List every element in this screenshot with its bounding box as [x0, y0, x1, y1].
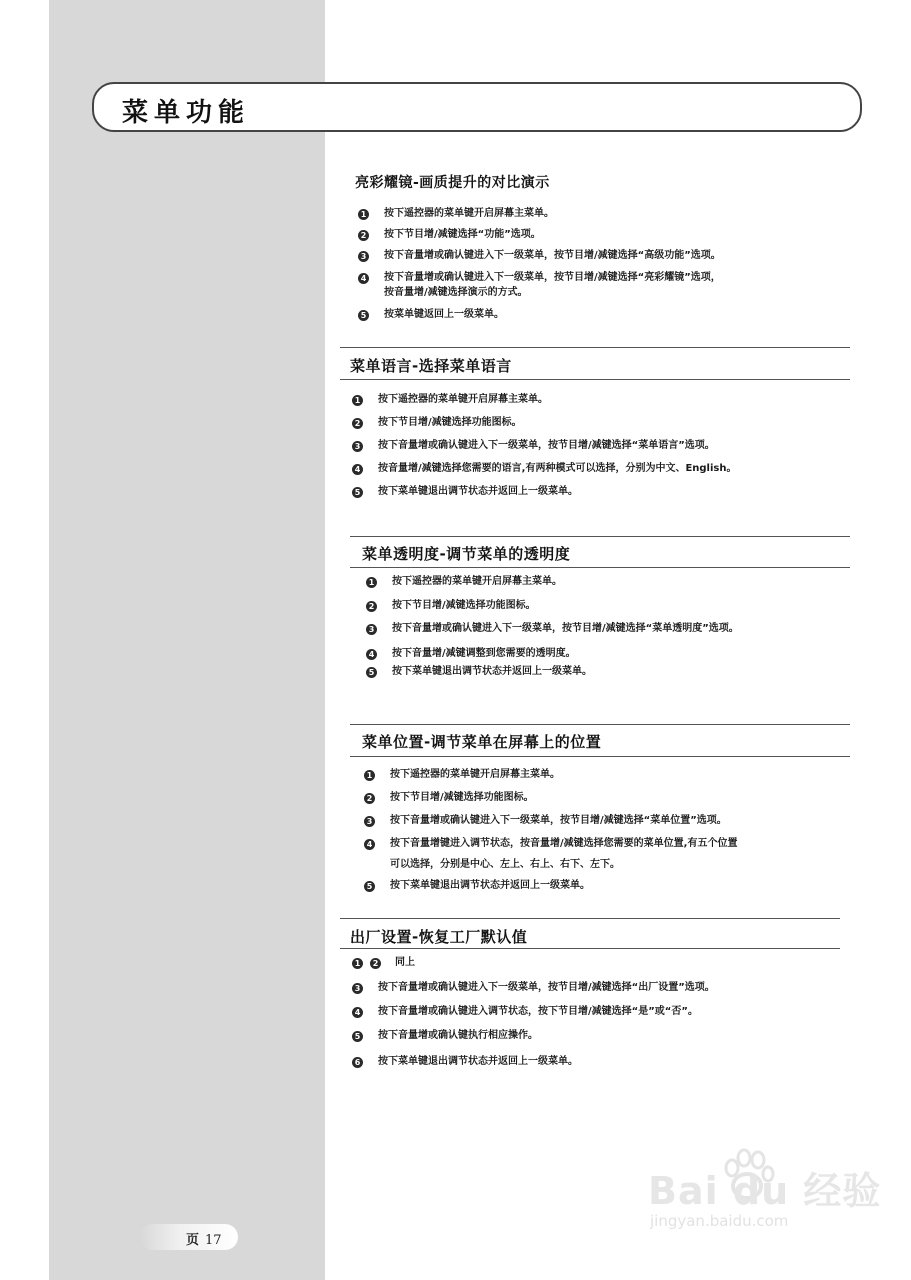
- step-text: 同上: [395, 957, 415, 968]
- step-number-icon: 4: [352, 464, 363, 475]
- step-number-icon: 4: [358, 273, 369, 284]
- step-text: 按下菜单键退出调节状态并返回上一级菜单。: [390, 880, 590, 891]
- step-number-icon: 5: [352, 1031, 363, 1042]
- step-number-icon: 4: [364, 839, 375, 850]
- section-title: 亮彩耀镜-画质提升的对比演示: [355, 175, 550, 191]
- step-number-icon: 2: [358, 230, 369, 241]
- step-text: 按音量增/减键选择您需要的语言,有两种模式可以选择，分别为中文、English。: [378, 463, 737, 474]
- step-text: 按下音量增或确认键进入下一级菜单，按节目增/减键选择“菜单透明度”选项。: [392, 623, 739, 634]
- section-title: 菜单位置-调节菜单在屏幕上的位置: [362, 733, 602, 751]
- step-text: 按下音量增或确认键进入下一级菜单，按节目增/减键选择“出厂设置”选项。: [378, 982, 715, 993]
- section-divider: [350, 724, 850, 725]
- step-text: 按下音量增或确认键执行相应操作。: [378, 1030, 538, 1041]
- section-title: 菜单透明度-调节菜单的透明度: [362, 545, 571, 563]
- step-number-icon: 2: [352, 418, 363, 429]
- page-number: [186, 1229, 222, 1248]
- section-menu-language: [350, 355, 512, 376]
- header-title-box: [92, 82, 862, 132]
- step-number-icon: 4: [352, 1007, 363, 1018]
- step-number-icon: 5: [358, 310, 369, 321]
- step-number-icon: 3: [352, 441, 363, 452]
- step-text: 按下音量增/减键调整到您需要的透明度。: [392, 648, 576, 659]
- step-text: 按菜单键返回上一级菜单。: [384, 309, 504, 320]
- section-menu-transparency: [362, 543, 570, 564]
- section-title: 出厂设置-恢复工厂默认值: [350, 928, 528, 946]
- step-number-icon: 1: [364, 770, 375, 781]
- step-text: 按下遥控器的菜单键开启屏幕主菜单。: [384, 208, 554, 219]
- step-text: 按下音量增或确认键进入下一级菜单，按节目增/减键选择“菜单位置”选项。: [390, 815, 727, 826]
- section-divider: [350, 756, 850, 757]
- section-factory-reset: [350, 926, 527, 947]
- section-divider: [340, 948, 840, 949]
- step-text: 按下遥控器的菜单键开启屏幕主菜单。: [390, 769, 560, 780]
- step-number-icon: 1: [358, 209, 369, 220]
- step-number-icon: 2: [364, 793, 375, 804]
- step-text: 按下菜单键退出调节状态并返回上一级菜单。: [378, 1056, 578, 1067]
- step-text: 按下音量增或确认键进入下一级菜单，按节目增/减键选择“高级功能”选项。: [384, 250, 721, 261]
- section-menu-position: [362, 731, 601, 752]
- step-number-icon: 3: [358, 251, 369, 262]
- step-text: 按下音量增或确认键进入调节状态，按下节目增/减键选择“是”或“否”。: [378, 1006, 698, 1017]
- step-number-icon: 2: [366, 601, 377, 612]
- step-text: 按下节目增/减键选择功能图标。: [390, 792, 534, 803]
- step-text: 按下音量增或确认键进入下一级菜单，按节目增/减键选择“菜单语言”选项。: [378, 440, 715, 451]
- step-text: 按下遥控器的菜单键开启屏幕主菜单。: [378, 394, 548, 405]
- step-number-icon: 1: [366, 577, 377, 588]
- step-number-icon: 5: [352, 487, 363, 498]
- left-gray-band: [49, 0, 325, 1280]
- section-divider: [350, 536, 850, 537]
- watermark-url: jingyan.baidu.com: [650, 1212, 789, 1230]
- step-number-icon: 1: [352, 395, 363, 406]
- step-number-icon: 2: [370, 958, 381, 969]
- step-number-icon: 5: [366, 667, 377, 678]
- step-text: 按下节目增/减键选择功能图标。: [378, 417, 522, 428]
- step-number-icon: 3: [366, 624, 377, 635]
- section-divider: [350, 567, 850, 568]
- watermark-brand: Bai du 经验: [648, 1169, 882, 1213]
- step-number-icon: 6: [352, 1057, 363, 1068]
- step-number-icon: 5: [364, 881, 375, 892]
- step-text: 按下节目增/减键选择“功能”选项。: [384, 229, 541, 240]
- page-label: 页: [186, 1233, 200, 1248]
- step-text: 按下遥控器的菜单键开启屏幕主菜单。: [392, 576, 562, 587]
- step-text-continued: 按音量增/减键选择演示的方式。: [384, 287, 528, 298]
- step-text: 按下音量增或确认键进入下一级菜单，按节目增/减键选择“亮彩耀镜”选项，: [384, 272, 721, 283]
- step-text: 按下音量增键进入调节状态，按音量增/减键选择您需要的菜单位置,有五个位置: [390, 838, 738, 849]
- step-text: 按下菜单键退出调节状态并返回上一级菜单。: [378, 486, 578, 497]
- step-number-icon: 3: [352, 983, 363, 994]
- section-divider: [340, 347, 850, 348]
- section-divider: [340, 379, 850, 380]
- step-number-icon: 1: [352, 958, 363, 969]
- page-title: 菜单功能: [122, 98, 251, 128]
- step-text: 按下菜单键退出调节状态并返回上一级菜单。: [392, 666, 592, 677]
- section-title: 菜单语言-选择菜单语言: [350, 357, 512, 375]
- step-text: 按下节目增/减键选择功能图标。: [392, 600, 536, 611]
- step-number-icon: 4: [366, 649, 377, 660]
- section-divider: [340, 918, 840, 919]
- step-number-icon: 3: [364, 816, 375, 827]
- page-number-value: 17: [205, 1233, 222, 1248]
- step-text-continued: 可以选择，分别是中心、左上、右上、右下、左下。: [390, 859, 620, 870]
- section-vivid-mirror: [355, 172, 550, 192]
